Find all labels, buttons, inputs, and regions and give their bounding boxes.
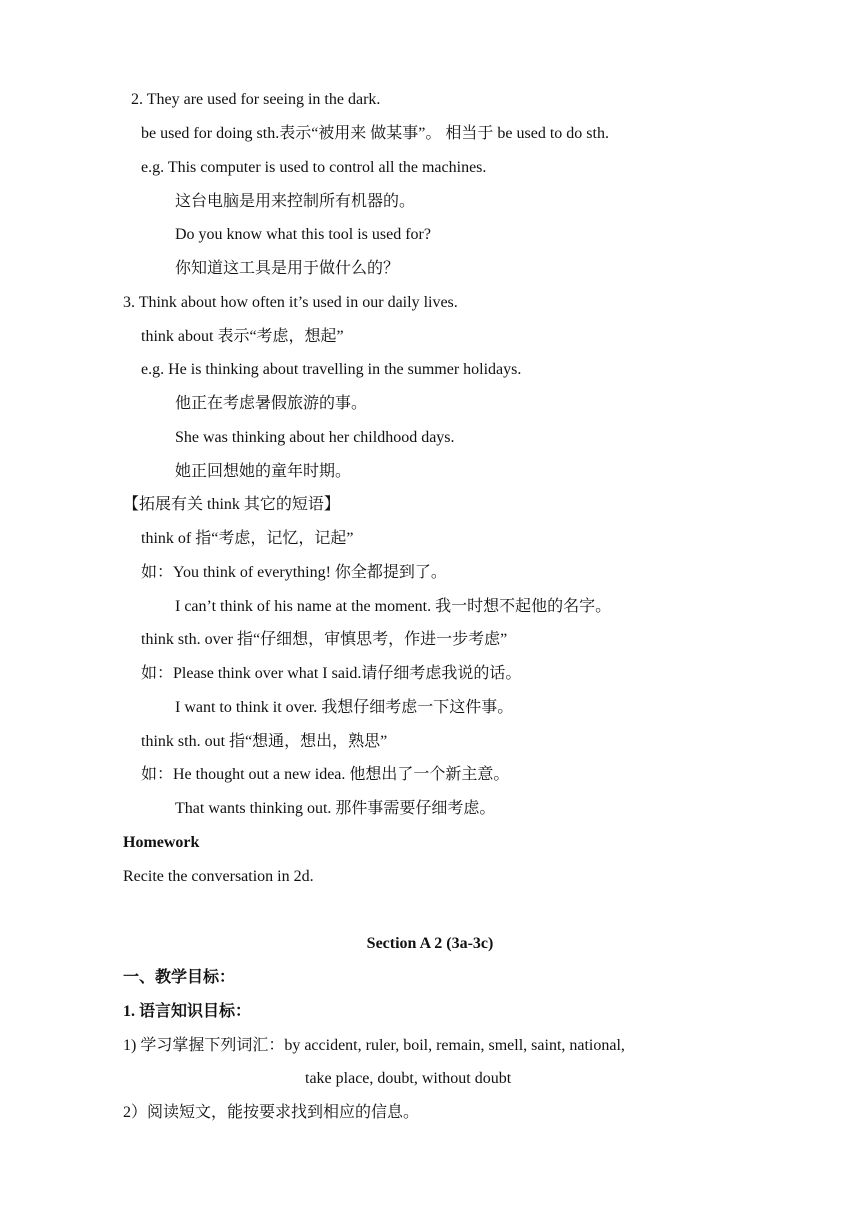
homework-heading: Homework — [123, 834, 200, 851]
example-translation: 他正在考虑暑假旅游的事。 — [175, 395, 368, 412]
think-over-explanation: think sth. over 指“仔细想，审慎思考，作进一步考虑” — [141, 631, 508, 648]
extension-heading: 【拓展有关 think 其它的短语】 — [123, 496, 340, 513]
vocabulary-list-continued: take place, doubt, without doubt — [305, 1070, 512, 1087]
item-3-heading: 3. Think about how often it’s used in our daily lives. — [123, 294, 458, 311]
example-sentence: e.g. This computer is used to control all the machines. — [141, 159, 487, 176]
vocabulary-list: 1) 学习掌握下列词汇：by accident, ruler, boil, remain, smell, saint, national, — [123, 1037, 625, 1054]
section-title: Section A 2 (3a-3c) — [366, 935, 494, 952]
language-goals-heading: 1. 语言知识目标： — [123, 1003, 252, 1020]
reading-goal: 2）阅读短文，能按要求找到相应的信息。 — [123, 1104, 420, 1121]
example-sentence: 如：You think of everything! 你全都提到了。 — [141, 564, 447, 581]
example-sentence: I can’t think of his name at the moment. 我一时想不起他的名字。 — [175, 598, 612, 615]
example-translation: 她正回想她的童年时期。 — [175, 463, 352, 480]
example-sentence: That wants thinking out. 那件事需要仔细考虑。 — [175, 800, 496, 817]
example-translation: 你知道这工具是用于做什么的？ — [175, 260, 400, 277]
example-translation: 这台电脑是用来控制所有机器的。 — [175, 193, 416, 210]
example-sentence: e.g. He is thinking about travelling in the summer holidays. — [141, 361, 522, 378]
be-used-for-explanation: be used for doing sth.表示“被用来 做某事”。 相当于 be used to do sth. — [141, 125, 609, 142]
teaching-goals-heading: 一、教学目标： — [123, 969, 236, 986]
example-sentence: 如：Please think over what I said.请仔细考虑我说的话。 — [141, 665, 522, 682]
think-of-explanation: think of 指“考虑，记忆，记起” — [141, 530, 354, 547]
think-out-explanation: think sth. out 指“想通，想出，熟思” — [141, 733, 388, 750]
example-sentence: I want to think it over. 我想仔细考虑一下这件事。 — [175, 699, 514, 716]
think-about-explanation: think about 表示“考虑，想起” — [141, 328, 344, 345]
item-2-heading: 2. They are used for seeing in the dark. — [131, 91, 381, 108]
homework-task: Recite the conversation in 2d. — [123, 868, 314, 885]
example-sentence: Do you know what this tool is used for? — [175, 226, 431, 243]
example-sentence: She was thinking about her childhood days. — [175, 429, 455, 446]
example-sentence: 如：He thought out a new idea. 他想出了一个新主意。 — [141, 766, 510, 783]
